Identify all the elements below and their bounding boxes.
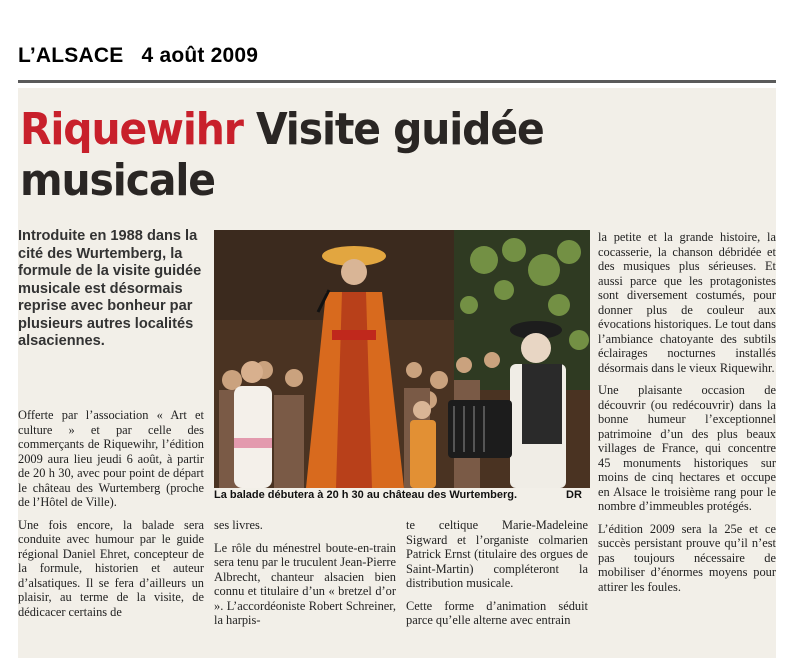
body-column-4: [598, 230, 776, 602]
article-photo: [214, 230, 590, 488]
article-lead: Introduite en 1988 dans la cité des Wurtemberg, la formule de la visite guidée musicale est désormais reprise avec bonheur par plusieurs autres localités alsaciennes.: [18, 228, 202, 349]
photo-illustration: [214, 230, 590, 488]
body-paragraph: Une plaisante occasion de découvrir (ou redécouvrir) dans la bonne humeur l’exceptionnel patrimoine d’un des plus beaux villages de France, qui concentre 45 monuments historiques sur moins de cinq hectares et occupe en Alsace le troisième rang pour le nombre d’immeubles protégés.: [598, 383, 776, 513]
body-paragraph: Le rôle du ménestrel boute-en-train sera tenu par le truculent Jean-Pierre Albrecht, chanteur alsacien bien connu et titulaire d’un « bretzel d’or ». L’accordéoniste Robert Schreiner, la harpis-: [214, 540, 396, 627]
bleed-through-text: [630, 118, 776, 228]
body-paragraph: L’édition 2009 sera la 25e et ce succès persistant prouve qu’il n’est pas toujours nécessaire de mobiliser d’énormes moyens pour attirer les foules.: [598, 521, 776, 594]
body-paragraph: la petite et la grande histoire, la cocasserie, la chanson débridée et des musiques plus sérieuses. Et aussi parce que les protagonistes sont diversement costumés, pour donner plus de couleur aux évocations historiques. Le tout dans l’ambiance chatoyante des subtils éclairages nocturnes installés désormais dans le vieux Riquewihr.: [598, 230, 776, 375]
body-paragraph: ses livres.: [214, 518, 263, 532]
masthead-rule: [18, 80, 776, 83]
article-headline: [20, 104, 597, 206]
photo-credit: DR: [566, 489, 582, 501]
body-paragraph: Une fois encore, la balade sera conduite avec humour par le guide régional Daniel Ehret, concepteur de la formule, historien et auteur d’alsatiques. Il se fera d’ailleurs un plaisir, au terme de la visite, de dédicacer certains de: [18, 517, 204, 619]
headline-place: Riquewihr: [20, 104, 243, 155]
body-column-1: [18, 408, 204, 627]
body-paragraph: te celtique Marie-Madeleine Sigward et l’organiste colmarien Patrick Ernst (titulaire des orgues de Saint-Martin) compléteront la distribution musicale.: [406, 518, 588, 590]
newspaper-masthead: L’ALSACE 4 août 2009: [18, 44, 259, 67]
photo-caption: La balade débutera à 20 h 30 au château des Wurtemberg.: [214, 489, 518, 501]
body-column-2: [214, 518, 396, 636]
headline-title: Visite guidée musicale: [20, 104, 544, 206]
body-paragraph: Cette forme d’animation séduit parce qu’elle alterne avec entrain: [406, 598, 588, 627]
newspaper-clipping: [18, 88, 776, 658]
body-column-3: [406, 518, 588, 636]
body-paragraph: Offerte par l’association « Art et culture » et par celle des commerçants de Riquewihr, l’édition 2009 aura lieu jeudi 6 août, à partir de 20 h 30, avec pour point de départ le château des Wurtemberg (proche de l’Hôtel de Ville).: [18, 408, 204, 509]
